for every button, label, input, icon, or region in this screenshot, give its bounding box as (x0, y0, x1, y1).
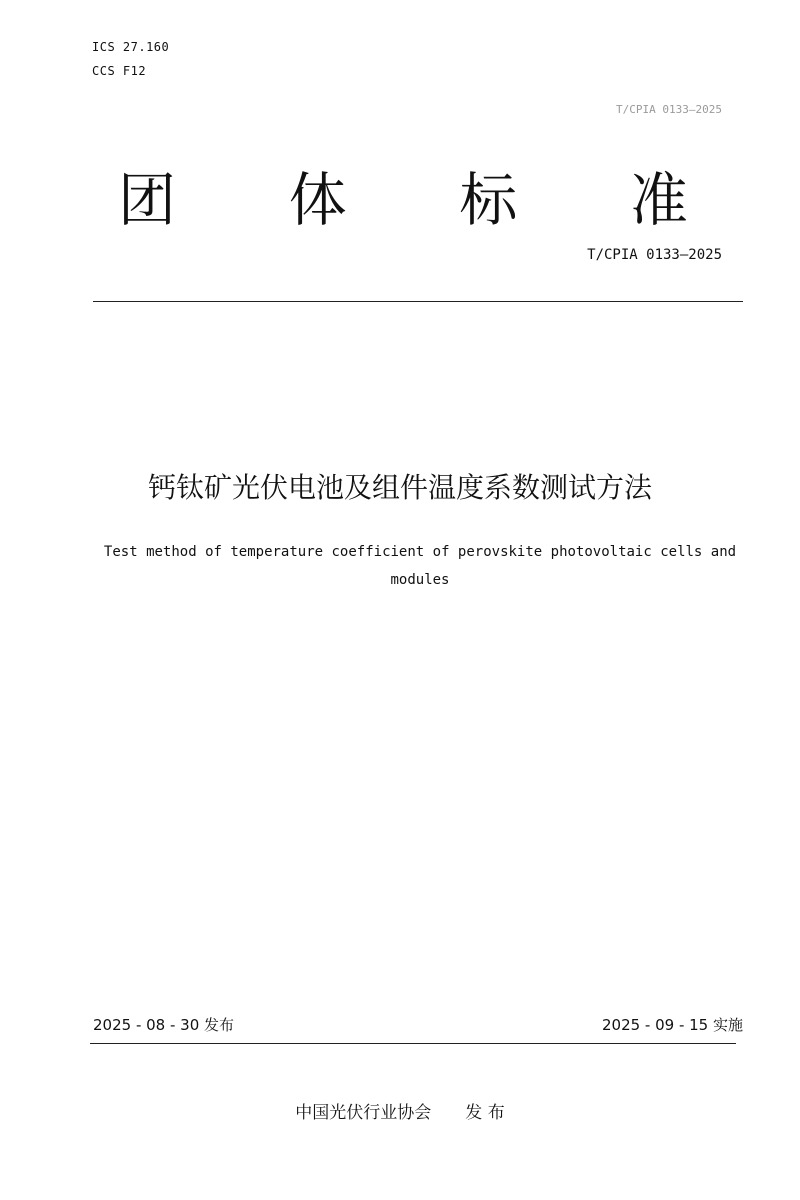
publisher-action: 发 布 (465, 1103, 505, 1123)
implementation-date: 2025 - 09 - 15 实施 (601, 1016, 743, 1034)
english-title: Test method of temperature coefficient of perovskite photovoltaic cells and modules (103, 544, 737, 588)
ccs-code: CCS F12 (92, 64, 147, 78)
bottom-divider (90, 1043, 736, 1044)
title-char-4: 准 (629, 166, 688, 234)
chinese-title: 钙钛矿光伏电池及组件温度系数测试方法 (147, 471, 652, 504)
publisher-org: 中国光伏行业协会 (295, 1103, 432, 1123)
standard-number: T/CPIA 0133—2025 (587, 247, 722, 263)
publisher-line (0, 1098, 800, 1123)
ics-code: ICS 27.160 (92, 40, 170, 54)
title-char-1: 团 (118, 166, 177, 234)
top-divider (93, 301, 743, 302)
title-char-2: 体 (288, 166, 347, 234)
faded-standard-number: T/CPIA 0133—2025 (616, 103, 722, 116)
publish-date: 2025 - 08 - 30 发布 (93, 1016, 235, 1034)
standard-type-title (118, 160, 688, 240)
title-char-3: 标 (459, 166, 518, 234)
